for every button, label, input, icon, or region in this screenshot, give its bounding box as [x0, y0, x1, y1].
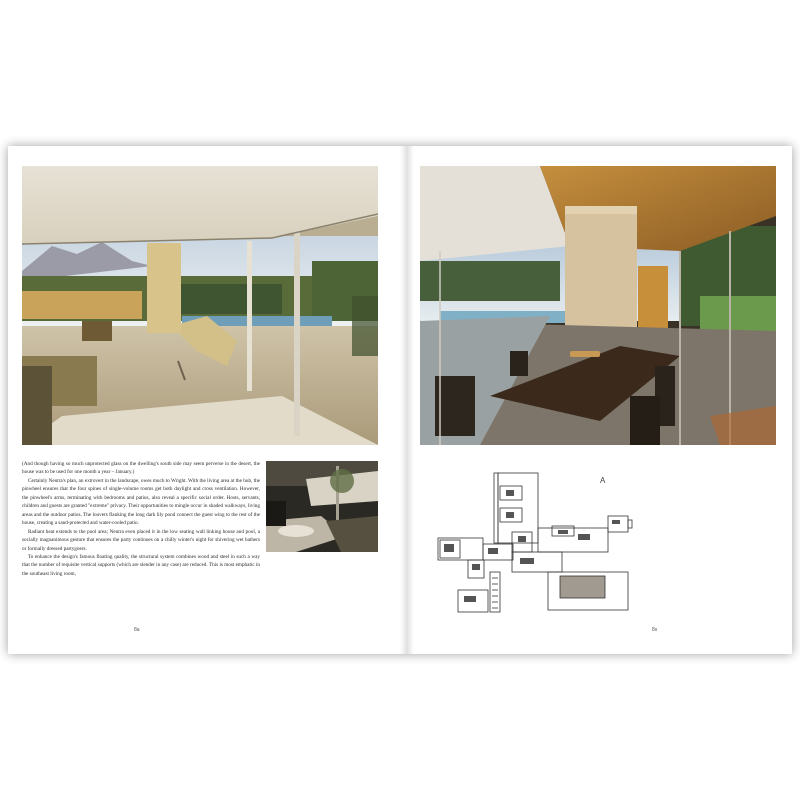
dining-room-photo: [420, 166, 776, 445]
plan-north-label: A: [600, 476, 606, 485]
floor-plan-drawing: [428, 468, 640, 620]
book-gutter: [400, 146, 414, 654]
page-number-left: 8a: [134, 627, 140, 633]
page-number-right: 8s: [652, 627, 658, 633]
paragraph-2: Certainly Neutra's plan, an extrovert in the landscape, owes much to Wright. With the living area at the hub, the pinwheel ensures that the four spines of single-volume rooms get both daylight and cross ventilation. However, the pinwheel's arms, terminating with bedrooms and patios, also reveal a specific social order. Hosts, servants, children and guests are granted "extreme" privacy. Their opportunities to mingle occur in shaded walkways, living areas and the outdoor patios. The louvers flanking the long dark lily pond connect the guest wing to the rest of the house, creating a sand-protected and water-cooled patio.: [22, 477, 260, 527]
paragraph-1: (And though having so much unprotected glass on the dwelling's south side may seem perverse in the desert, the house was to be used for one month a year – January.): [22, 461, 260, 476]
book-spread: [8, 146, 792, 654]
paragraph-3: Radiant heat extends to the pool area; Neutra even placed it in the low seating wall linking house and pool, a socially magnanimous gesture that ensures the party continues on a chilly winter's night for shivering wet bathers or formally dressed partygoers.: [22, 528, 260, 552]
article-body-text: [22, 460, 260, 578]
pool-patio-photo: [266, 461, 378, 552]
living-room-photo: [22, 166, 378, 445]
paragraph-4: To enhance the design's famous floating quality, the structural system combines wood and steel in such a way that the number of requisite vertical supports (which are slender in any case) are reduced. This is most emphatic in the southeast living room,: [22, 553, 260, 577]
